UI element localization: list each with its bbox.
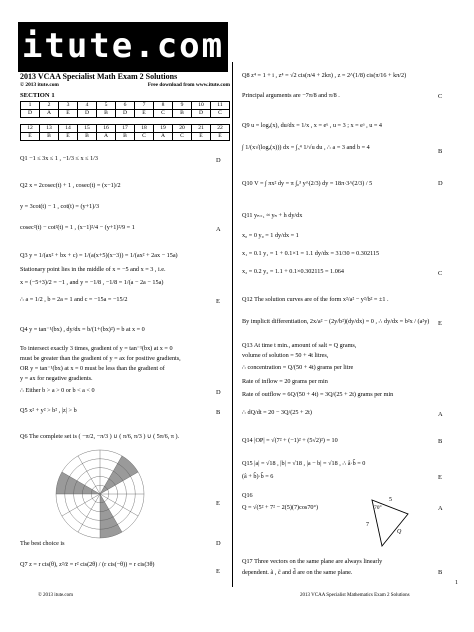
q11-line-3: x₁ = 0.1 y₁ = 1 + 0.1×1 = 1.1 dy/dx = 31/30 = 0.302115: [242, 250, 380, 257]
polar-region-diagram: [36, 448, 164, 540]
cell: 10: [192, 102, 211, 110]
section-heading: SECTION 1: [20, 92, 55, 99]
cell: 9: [173, 102, 192, 110]
q6-answer: E: [216, 500, 220, 507]
q17-line-2: dependent. ã , c̃ and d̃ are on the same plane.: [242, 569, 353, 576]
q15-line-2: (â + b̂)·b̂ = 6: [242, 473, 274, 480]
q9-answer: B: [438, 148, 443, 155]
cell: A: [97, 133, 116, 141]
q6-text: Q6 The complete set is ( −π/2, −π/3 ) ∪ ( π/6, π/3 ) ∪ ( 5π/6, π ).: [20, 433, 180, 440]
cell: 18: [135, 125, 154, 133]
q4-line-4: OR y = tan⁻¹(bx) at x = 0 must be less than the gradient of: [20, 365, 165, 372]
q6-best-answer: D: [216, 540, 221, 547]
q6-best-text: The best choice is: [20, 540, 65, 547]
q13-line-5: Rate of outflow = 6Q/(50 + 4t) = 3Q/(25 + 2t) grams per min: [242, 391, 394, 398]
q17-answer: B: [438, 569, 443, 576]
q13-line-6: ∴ dQ/dt = 20 − 3Q/(25 + 2t): [242, 409, 312, 416]
q13-line-4: Rate of inflow = 20 grams per min: [242, 378, 328, 385]
cell: 4: [78, 102, 97, 110]
copyright-text: © 2013 itute.com: [20, 82, 59, 88]
cell: E: [59, 133, 78, 141]
cell: 14: [59, 125, 78, 133]
q7-text: Q7 z = r cis(θ), z²/z̄ = r² cis(2θ) / (r cis(−θ)) = r cis(3θ): [20, 561, 155, 568]
cell: E: [135, 110, 154, 118]
q11-line-1: Q11 yₙ₊₁ ≈ yₙ + h dy/dx: [242, 212, 303, 219]
q4-answer: D: [216, 389, 221, 396]
q3-line-4: ∴ a = 1/2 , b = 2a = 1 and c = −15a = −15/2: [20, 296, 128, 303]
q8-answer: C: [438, 93, 443, 100]
q2-line-2: y = 3cot(t) − 1 , cot(t) = (y+1)/3: [20, 203, 100, 210]
cell: B: [97, 110, 116, 118]
cell: 6: [116, 102, 135, 110]
answer-table-row-numbers: [21, 102, 230, 110]
shaded-sector-3: [56, 472, 100, 494]
q10-text: Q10 V = ∫ πx² dy = π ∫₀³ y^(2/3) dy = 18π·3^(2/3) / 5: [242, 180, 373, 187]
cell: A: [154, 133, 173, 141]
q9-line-2: ∫ 1/(x√(logₑ(x))) dx = ∫₃⁴ 1/√u du , ∴ a = 3 and b = 4: [242, 144, 370, 151]
cell: D: [192, 110, 211, 118]
q12-line-1: Q12 The solution curves are of the form x²/a² − y²/b² = ±1 .: [242, 296, 389, 303]
q17-line-1: Q17 Three vectors on the same plane are always linearly: [242, 558, 383, 565]
triangle-side-7: 7: [366, 522, 369, 528]
cell: E: [211, 133, 230, 141]
polar-grid-ray: [62, 494, 100, 516]
cell: D: [116, 110, 135, 118]
q11-line-2: x₀ = 0 y₀ = 1 dy/dx = 1: [242, 232, 299, 239]
cell: E: [21, 133, 40, 141]
cell: 13: [40, 125, 59, 133]
page-title: 2013 VCAA Specialist Math Exam 2 Solutions: [20, 72, 178, 81]
cell: 17: [116, 125, 135, 133]
q9-line-1: Q9 u = logₑ(x), du/dx = 1/x , x = eᵘ , u = 3 ; x = eᵃ , u = 4: [242, 122, 383, 129]
footer-right: 2013 VCAA Specialist Mathematics Exam 2 Solutions: [300, 593, 410, 598]
q12-answer: E: [438, 320, 442, 327]
cell: 11: [211, 102, 230, 110]
cell: 3: [59, 102, 78, 110]
q13-line-2: volume of solution = 50 + 4t litres,: [242, 352, 329, 359]
q11-line-4: x₂ = 0.2 y₂ = 1.1 + 0.1×0.302115 = 1.064: [242, 268, 344, 275]
q1-answer: D: [216, 157, 221, 164]
cell: 2: [40, 102, 59, 110]
answer-table-2: [20, 124, 230, 141]
q16-formula: Q = √(5² + 7² − 2(5)(7)cos70°): [242, 504, 319, 511]
cell: C: [173, 133, 192, 141]
q10-answer: D: [438, 180, 443, 187]
q4-line-6: ∴ Either b > a > 0 or b < a < 0: [20, 387, 95, 394]
cell: B: [173, 110, 192, 118]
q4-line-1: Q4 y = tan⁻¹(bx) , dy/dx = b/(1+(bx)²) = b at x = 0: [20, 326, 145, 333]
cell: 19: [154, 125, 173, 133]
q5-answer: B: [216, 409, 221, 416]
q5-text: Q5 x² + y² > b² , |z| > b: [20, 407, 77, 414]
q4-line-2: To intersect exactly 3 times, gradient of y = tan⁻¹(bx) at x = 0: [20, 345, 173, 352]
q7-answer: E: [216, 568, 220, 575]
q3-line-2: Stationary point lies in the middle of x = −5 and x = 3 , i.e.: [20, 266, 166, 273]
q4-line-5: y = ax for negative gradients.: [20, 375, 93, 382]
cell: E: [59, 110, 78, 118]
answer-table-row-answers: [21, 110, 230, 118]
q2-line-3: cosec²(t) − cot²(t) = 1 , (x−1)²/4 − (y+1)²/9 = 1: [20, 224, 135, 231]
cell: E: [192, 133, 211, 141]
q8-line-1: Q8 z⁴ = 1 + i , z⁴ = √2 cis(π/4 + 2kπ) , z = 2^(1/8) cis(π/16 + kπ/2): [242, 72, 407, 79]
shaded-sector-2: [100, 456, 138, 494]
answer-table-row-answers: [21, 133, 230, 141]
cell: D: [78, 110, 97, 118]
cell: B: [78, 133, 97, 141]
answer-table-row-numbers: [21, 125, 230, 133]
q15-answer: E: [438, 474, 442, 481]
q13-answer: A: [438, 411, 443, 418]
copyright-line: [20, 82, 230, 88]
column-divider: [232, 62, 233, 587]
polar-grid-ray: [78, 494, 100, 532]
footer-left: © 2013 itute.com: [38, 593, 74, 598]
triangle-angle: 70°: [374, 505, 382, 511]
cell: C: [154, 110, 173, 118]
cell: D: [21, 110, 40, 118]
cell: B: [116, 133, 135, 141]
q2-answer: A: [216, 226, 221, 233]
q8-line-2: Principal arguments are −7π/8 and π/8 .: [242, 92, 340, 99]
cell: A: [40, 110, 59, 118]
cell: 21: [192, 125, 211, 133]
q3-line-3: x = (−5+3)/2 = −1 , and y = −1/8 , −1/8 = 1/(a − 2a − 15a): [20, 279, 164, 286]
q16-label: Q16: [242, 492, 253, 499]
q16-answer: A: [438, 505, 443, 512]
triangle-side-5: 5: [389, 497, 392, 503]
cell: 22: [211, 125, 230, 133]
q14-text: Q14 |OP| = √(7² + (−1)² + (5√2)²) = 10: [242, 437, 338, 444]
cell: 16: [97, 125, 116, 133]
cell: 5: [97, 102, 116, 110]
triangle-side-q: Q: [397, 529, 402, 535]
q4-line-3: must be greater than the gradient of y = ax for positive gradients,: [20, 355, 181, 362]
cell: 20: [173, 125, 192, 133]
page-number: 1: [455, 580, 458, 586]
q1-text: Q1 −1 ≤ 3x ≤ 1 , −1/3 ≤ x ≤ 1/3: [20, 155, 98, 162]
download-text: Free download from www.itute.com: [147, 82, 230, 88]
cell: 12: [21, 125, 40, 133]
q12-line-2: By implicit differentiation, 2x/a² − (2y/b²)(dy/dx) = 0 , ∴ dy/dx = b²x / (a²y): [242, 318, 430, 325]
cell: C: [211, 110, 230, 118]
cell: 8: [154, 102, 173, 110]
cell: C: [135, 133, 154, 141]
q13-line-3: ∴ concentration = Q/(50 + 4t) grams per litre: [242, 364, 354, 371]
triangle-diagram: [362, 488, 416, 550]
cell: 7: [135, 102, 154, 110]
q13-line-1: Q13 At time t min., amount of salt = Q grams,: [242, 342, 357, 349]
q3-line-1: Q3 y = 1/(ax² + bx + c) = 1/(a(x+5)(x−3)) = 1/(ax² + 2ax − 15a): [20, 252, 178, 259]
cell: 15: [78, 125, 97, 133]
site-logo: itute.com: [18, 22, 228, 72]
q11-answer: C: [438, 270, 443, 277]
q15-line-1: Q15 |a| = √18 , |b| = √18 , |a − b| = √18 , ∴ â·b̂ = 0: [242, 460, 366, 467]
q14-answer: B: [438, 438, 443, 445]
q3-answer: E: [216, 298, 220, 305]
cell: 1: [21, 102, 40, 110]
cell: B: [40, 133, 59, 141]
shaded-sector-1: [100, 494, 122, 538]
answer-table-1: [20, 101, 230, 118]
q2-line-1: Q2 x = 2cosec(t) + 1 , cosec(t) = (x−1)/2: [20, 182, 121, 189]
